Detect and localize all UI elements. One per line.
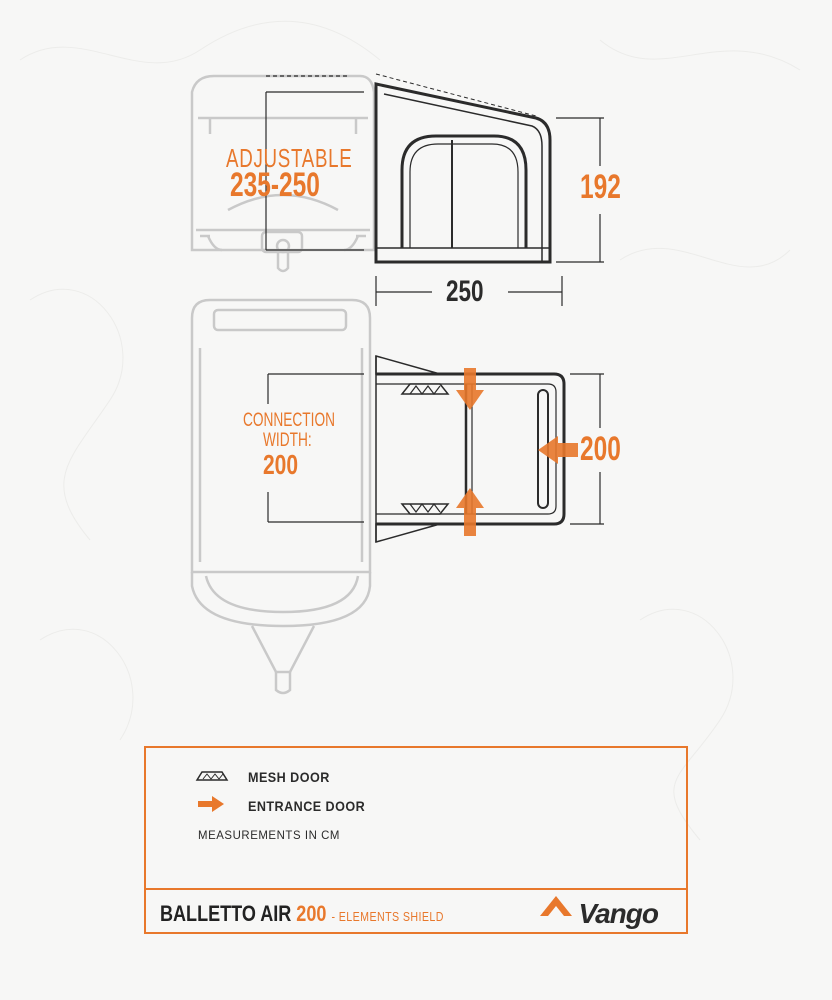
- adjustable-range-value: 235-250: [230, 166, 320, 204]
- product-size: 200: [296, 901, 327, 926]
- depth-value: 200: [580, 430, 621, 468]
- legend-entrance-door: [198, 796, 378, 816]
- mesh-door-top: [402, 384, 448, 394]
- legend-panel: [144, 746, 688, 934]
- connection-width-value: 200: [263, 449, 299, 480]
- connection-label-line1: CONNECTION: [243, 410, 335, 431]
- entrance-arrow-bottom: [456, 488, 484, 536]
- brand-name: Vango: [578, 898, 658, 929]
- legend-mesh-door: [198, 767, 339, 787]
- product-title: [160, 901, 444, 927]
- product-name: BALLETTO AIR: [160, 901, 292, 926]
- product-subtitle: - ELEMENTS SHIELD: [331, 909, 444, 924]
- adjustable-label: ADJUSTABLE: [226, 143, 353, 173]
- measurements-note: MEASUREMENTS IN CM: [198, 828, 341, 842]
- connection-label-line2: WIDTH:: [263, 430, 312, 451]
- legend-divider: [146, 888, 686, 890]
- brand-logo: [578, 898, 658, 930]
- entrance-arrow-front: [538, 436, 578, 464]
- width-value: 250: [446, 275, 484, 308]
- height-value: 192: [580, 168, 621, 206]
- caravan-plan-outline: [192, 300, 370, 693]
- entrance-door-label: ENTRANCE DOOR: [248, 798, 366, 814]
- mesh-door-label: MESH DOOR: [248, 769, 330, 785]
- awning-side-elevation: [376, 74, 550, 262]
- mesh-door-bottom: [402, 504, 448, 514]
